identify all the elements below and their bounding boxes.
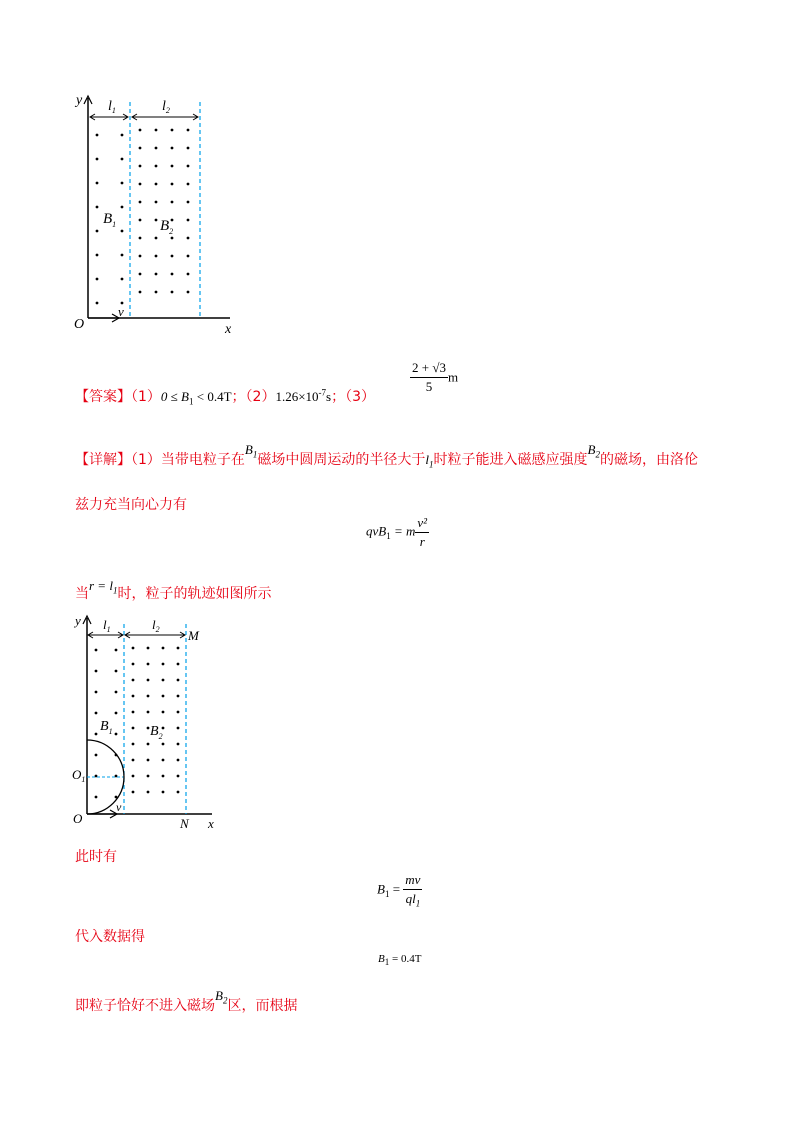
detail-tag: 【详解】	[75, 452, 131, 468]
field-dot	[171, 237, 174, 240]
origin-label: O	[74, 317, 85, 332]
field-dot	[147, 743, 150, 746]
field-dot	[95, 670, 98, 673]
field-dot	[95, 691, 98, 694]
field-dot	[155, 183, 158, 186]
o1-label: $O_1$	[72, 767, 86, 784]
field-dot	[155, 273, 158, 276]
field-dot	[95, 754, 98, 757]
b2-label: $B_2$	[160, 218, 174, 236]
field-dot	[177, 743, 180, 746]
answer-line: 【答案】$(1)0 \le B_1 < 0.4T$；$(2)1.26\times 10^{-7}s$；（3）	[75, 387, 376, 407]
field-dot	[162, 759, 165, 762]
field-dot	[147, 663, 150, 666]
svg-text:x: x	[208, 816, 214, 831]
figure-2	[70, 612, 225, 832]
field-dot	[187, 165, 190, 168]
field-dot	[187, 291, 190, 294]
field-dot	[177, 647, 180, 650]
field-dot	[155, 219, 158, 222]
field-dot	[155, 201, 158, 204]
field-dot	[171, 273, 174, 276]
equation-1: qvB$_1$ = m $\frac{\text{v²}}{r}$	[366, 515, 428, 549]
now-line: 此时有	[75, 849, 117, 865]
answer-tag: 【答案】	[75, 389, 131, 405]
field-dot	[139, 165, 142, 168]
field-dot	[171, 183, 174, 186]
field-dot	[96, 158, 99, 161]
y-label: y	[75, 613, 81, 628]
field-dot	[147, 759, 150, 762]
field-dot	[96, 230, 99, 233]
field-dot	[162, 711, 165, 714]
field-dot	[96, 206, 99, 209]
equation-2: $B_1$ = $\frac{mv}{ql_1}$	[377, 872, 421, 909]
field-dot	[132, 791, 135, 794]
field-dot	[177, 727, 180, 730]
svg-text:O: O	[73, 811, 83, 826]
field-dot	[155, 237, 158, 240]
field-dot	[177, 695, 180, 698]
field-dot	[139, 237, 142, 240]
field-dot	[177, 679, 180, 682]
field-dot	[147, 647, 150, 650]
b1-label: $B_1$	[103, 211, 117, 229]
field-dot	[162, 695, 165, 698]
m-label: M	[188, 628, 199, 643]
field-dot	[115, 733, 118, 736]
field-dot	[96, 254, 99, 257]
svg-text:B1: $B_1$	[100, 719, 113, 736]
field-dot	[171, 219, 174, 222]
field-dot	[177, 775, 180, 778]
answer-3: $\frac{2 + √3}{5}$ m	[412, 360, 459, 394]
field-dot	[187, 237, 190, 240]
figure-1	[70, 90, 245, 340]
field-dot	[139, 129, 142, 132]
field-dot	[155, 255, 158, 258]
field-dot	[115, 670, 118, 673]
field-dot	[132, 759, 135, 762]
answer-1: $0 \le B_1 < 0.4T$	[160, 389, 232, 407]
field-dot	[187, 129, 190, 132]
field-dot	[121, 230, 124, 233]
field-dot	[95, 775, 98, 778]
field-dot	[147, 775, 150, 778]
field-dot	[132, 679, 135, 682]
field-dot	[139, 273, 142, 276]
field-dot	[96, 278, 99, 281]
field-dot	[177, 791, 180, 794]
field-dot	[115, 775, 118, 778]
field-dot	[96, 182, 99, 185]
field-dot	[139, 201, 142, 204]
x-label: x	[225, 322, 232, 337]
field-dot	[162, 663, 165, 666]
field-dot	[187, 273, 190, 276]
field-dot	[187, 147, 190, 150]
field-dot	[155, 165, 158, 168]
field-dot	[139, 147, 142, 150]
field-dot	[121, 182, 124, 185]
field-dot	[187, 183, 190, 186]
field-dot	[96, 302, 99, 305]
field-dot	[121, 134, 124, 137]
field-dot	[139, 219, 142, 222]
field-dot	[162, 647, 165, 650]
field-dot	[132, 743, 135, 746]
field-dot	[132, 727, 135, 730]
field-dot	[121, 206, 124, 209]
field-dot	[115, 691, 118, 694]
answer-2: $1.26\times 10^{-7}s$	[275, 387, 332, 404]
field-dot	[139, 291, 142, 294]
svg-text:l2: $l_2$	[152, 617, 160, 634]
l2-label: $l_2$	[162, 99, 170, 115]
field-dot	[147, 679, 150, 682]
field-dot	[132, 775, 135, 778]
field-dot	[147, 695, 150, 698]
field-dot	[162, 743, 165, 746]
field-dot	[171, 147, 174, 150]
field-dot	[139, 183, 142, 186]
field-dot	[162, 775, 165, 778]
l1-label: $l_1$	[108, 99, 116, 115]
field-dot	[147, 727, 150, 730]
n-label: N	[180, 816, 189, 831]
field-dot	[177, 711, 180, 714]
field-dot	[177, 759, 180, 762]
field-dot	[177, 663, 180, 666]
field-dot	[171, 291, 174, 294]
field-dot	[187, 255, 190, 258]
field-dot	[121, 278, 124, 281]
field-dot	[162, 679, 165, 682]
field-dot	[121, 158, 124, 161]
field-dot	[171, 201, 174, 204]
svg-text:v: v	[116, 800, 122, 814]
v-label: v	[118, 304, 124, 319]
field-dot	[155, 147, 158, 150]
field-dot	[155, 129, 158, 132]
field-dot	[95, 796, 98, 799]
field-dot	[132, 711, 135, 714]
field-dot	[147, 791, 150, 794]
field-dot	[95, 649, 98, 652]
detail-line-1: 【详解】（1）当带电粒子在$B_1$磁场中圆周运动的半径大于$l_1$时粒子能进入磁感应强度$B_2$的磁场，由洛伦	[75, 442, 698, 470]
field-dot	[139, 255, 142, 258]
field-dot	[132, 647, 135, 650]
field-dot	[162, 727, 165, 730]
last-line: 即粒子恰好不进入磁场$B_2$区，而根据	[75, 988, 298, 1014]
field-dot	[115, 712, 118, 715]
field-dot	[115, 649, 118, 652]
field-dot	[171, 165, 174, 168]
field-dot	[187, 201, 190, 204]
field-dot	[147, 711, 150, 714]
field-dot	[95, 712, 98, 715]
field-dot	[96, 134, 99, 137]
field-dot	[187, 219, 190, 222]
field-dot	[162, 791, 165, 794]
sub-line: 代入数据得	[75, 929, 145, 945]
equation-3: $B_1 = 0.4T$	[378, 953, 422, 968]
field-dot	[95, 733, 98, 736]
svg-text:B2: $B_2$	[150, 724, 163, 741]
when-line: 当$r = l_1$时，粒子的轨迹如图所示	[75, 578, 272, 602]
field-dot	[171, 129, 174, 132]
field-dot	[155, 291, 158, 294]
field-dot	[132, 695, 135, 698]
y-label: y	[76, 93, 83, 108]
detail-line-2: 兹力充当向心力有	[75, 497, 187, 513]
field-dot	[171, 255, 174, 258]
field-dot	[121, 254, 124, 257]
svg-text:l1: $l_1$	[103, 617, 111, 634]
field-dot	[132, 663, 135, 666]
